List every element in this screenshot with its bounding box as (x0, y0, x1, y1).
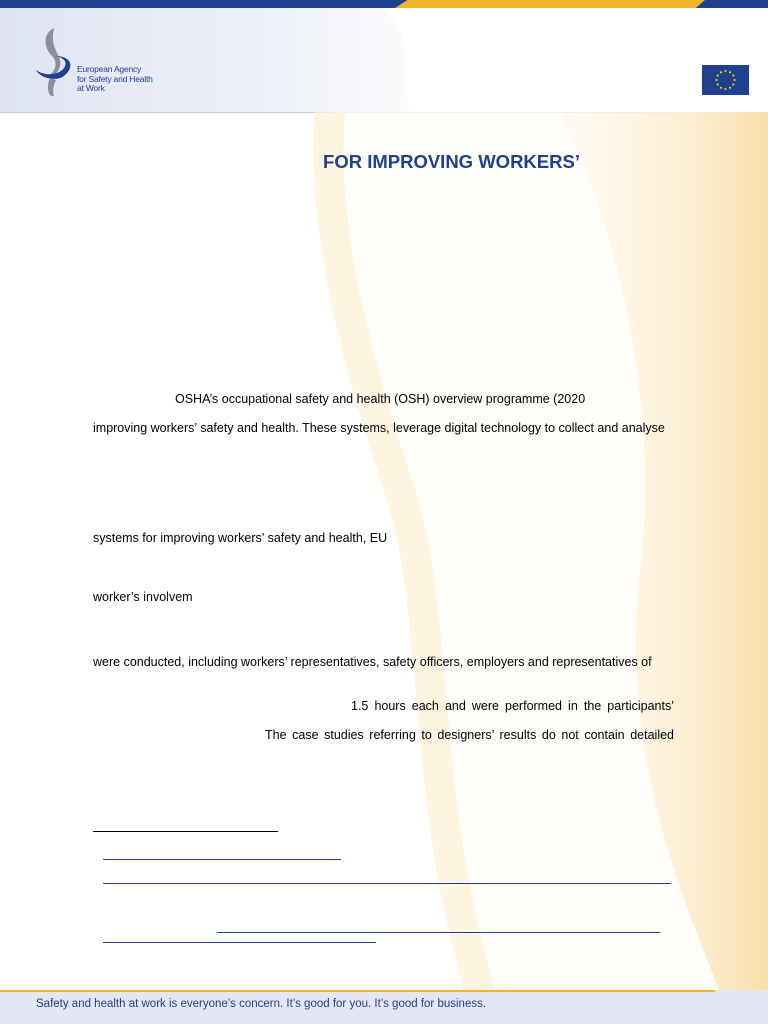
flag-star (732, 74, 734, 76)
background-wave-decoration (0, 112, 768, 992)
flag-star (717, 74, 719, 76)
footer-accent (0, 990, 715, 992)
paragraph-line-5: were conducted, including workers’ representatives, safety officers, employers and representatives of (93, 655, 652, 669)
flag-star (715, 79, 717, 81)
footnote-separator (93, 831, 278, 832)
flag-star (724, 88, 726, 90)
top-bar (0, 0, 768, 8)
org-name-line2: for Safety and Health (77, 73, 153, 84)
top-bar-accent (395, 0, 705, 8)
footer-slogan: Safety and health at work is everyone’s concern. It’s good for you. It’s good for business. (36, 998, 487, 1010)
org-name-line3: at Work (77, 83, 105, 93)
flag-star (724, 70, 726, 72)
paragraph-line-2: improving workers’ safety and health. These systems, leverage digital technology to collect and analyse (93, 421, 665, 435)
footnote-link-3-continued[interactable] (103, 942, 376, 943)
flag-star (720, 87, 722, 89)
flag-star (732, 83, 734, 85)
org-name (77, 65, 167, 94)
footnote-link-3[interactable] (217, 932, 660, 933)
eu-flag-icon (702, 65, 749, 95)
flag-star (729, 87, 731, 89)
org-name-line1: European Agency (77, 64, 142, 74)
footnote-link-2[interactable] (103, 883, 671, 884)
footnote-link-1[interactable] (103, 859, 341, 860)
paragraph-line-4: worker’s involvem (93, 590, 193, 604)
paragraph-line-3: systems for improving workers’ safety and health, EU (93, 531, 388, 545)
flag-star (729, 71, 731, 73)
paragraph-line-1: OSHA’s occupational safety and health (OSH) overview programme (2020 (175, 392, 586, 406)
document-title: FOR IMPROVING WORKERS’ (323, 151, 580, 172)
flag-star (720, 71, 722, 73)
flag-star (717, 83, 719, 85)
flag-star (733, 79, 735, 81)
paragraph-line-6: 1.5 hours each and were performed in the participants’ (351, 699, 674, 713)
paragraph-line-7: The case studies referring to designers’ results do not contain detailed (265, 728, 674, 742)
